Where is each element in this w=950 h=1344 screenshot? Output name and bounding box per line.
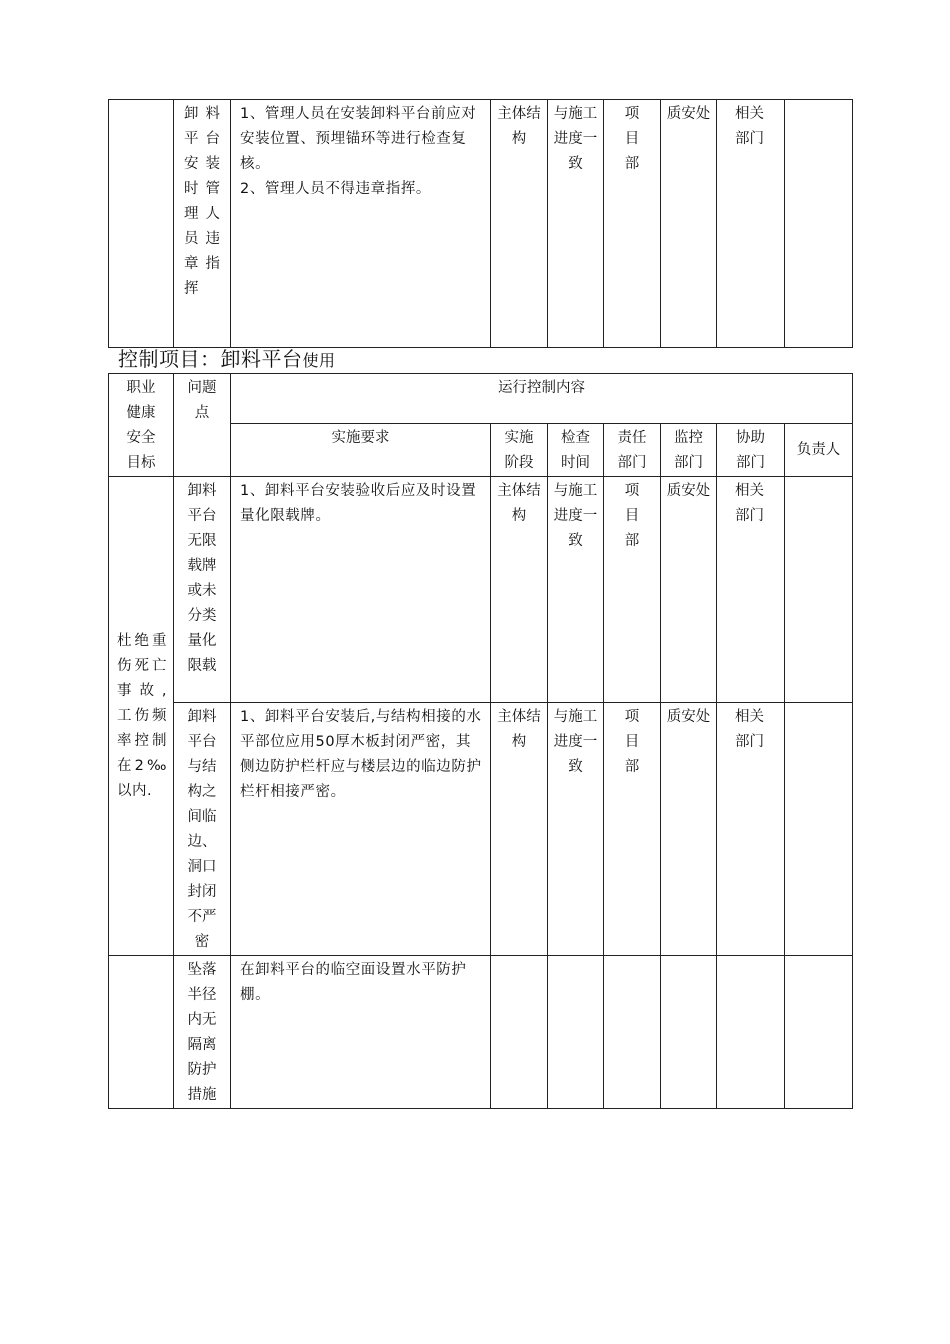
check-time-cell: 与施工进度一致	[548, 100, 604, 348]
header-issue: 问题点	[174, 374, 231, 477]
check-time-cell	[548, 956, 604, 1109]
issue-cell: 卸料平台与结构之间临边、洞口封闭不严密	[174, 703, 231, 956]
check-time-cell: 与施工进度一致	[548, 477, 604, 703]
assist-dept-cell: 相关部门	[717, 100, 785, 348]
responsible-dept-cell: 项目部	[604, 100, 661, 348]
goal-cell: 杜绝重伤死亡事故,工伤频率控制在2‰以内.	[109, 477, 174, 956]
stage-cell	[491, 956, 548, 1109]
monitor-dept-cell: 质安处	[661, 477, 717, 703]
header-goal: 职业健康安全目标	[109, 374, 174, 477]
header-row	[109, 374, 853, 424]
requirement-cell	[231, 100, 491, 348]
person-cell	[785, 703, 853, 956]
table-row	[109, 100, 853, 348]
requirement-cell: 1、卸料平台安装验收后应及时设置量化限载牌。	[231, 477, 491, 703]
header-check-time: 检查时间	[548, 424, 604, 477]
header-person: 负责人	[785, 424, 853, 477]
continuation-table	[108, 99, 853, 348]
issue-cell: 卸料平台安装时管理人员违章指挥	[174, 100, 231, 348]
check-time-cell: 与施工进度一致	[548, 703, 604, 956]
header-monitor-dept: 监控部门	[661, 424, 717, 477]
header-requirement: 实施要求	[231, 424, 491, 477]
header-assist-dept: 协助部门	[717, 424, 785, 477]
requirement-line: 1、管理人员在安装卸料平台前应对安装位置、预埋锚环等进行检查复核。	[240, 106, 477, 172]
stage-cell: 主体结构	[491, 703, 548, 956]
header-stage: 实施阶段	[491, 424, 548, 477]
header-responsible-dept: 责任部门	[604, 424, 661, 477]
control-table	[108, 373, 853, 1109]
requirement-cell: 在卸料平台的临空面设置水平防护棚。	[231, 956, 491, 1109]
responsible-dept-cell: 项目部	[604, 477, 661, 703]
monitor-dept-cell: 质安处	[661, 703, 717, 956]
header-control: 运行控制内容	[231, 374, 853, 424]
stage-cell: 主体结构	[491, 100, 548, 348]
person-cell	[785, 956, 853, 1109]
issue-cell: 卸料平台无限载牌或未分类量化限载	[174, 477, 231, 703]
assist-dept-cell	[717, 956, 785, 1109]
monitor-dept-cell: 质安处	[661, 100, 717, 348]
monitor-dept-cell	[661, 956, 717, 1109]
table-row	[109, 703, 853, 956]
issue-cell: 坠落半径内无隔离防护措施	[174, 956, 231, 1109]
table-row	[109, 477, 853, 703]
requirement-line: 2、管理人员不得违章指挥。	[240, 181, 432, 197]
person-cell	[785, 100, 853, 348]
responsible-dept-cell: 项目部	[604, 703, 661, 956]
assist-dept-cell: 相关部门	[717, 703, 785, 956]
assist-dept-cell: 相关部门	[717, 477, 785, 703]
goal-cell	[109, 100, 174, 348]
table-row	[109, 956, 853, 1109]
stage-cell: 主体结构	[491, 477, 548, 703]
person-cell	[785, 477, 853, 703]
section-title: 控制项目：卸料平台使用	[118, 347, 336, 371]
responsible-dept-cell	[604, 956, 661, 1109]
requirement-cell: 1、卸料平台安装后,与结构相接的水平部位应用50厚木板封闭严密，其侧边防护栏杆应与楼层边的临边防护栏杆相接严密。	[231, 703, 491, 956]
goal-cell	[109, 956, 174, 1109]
